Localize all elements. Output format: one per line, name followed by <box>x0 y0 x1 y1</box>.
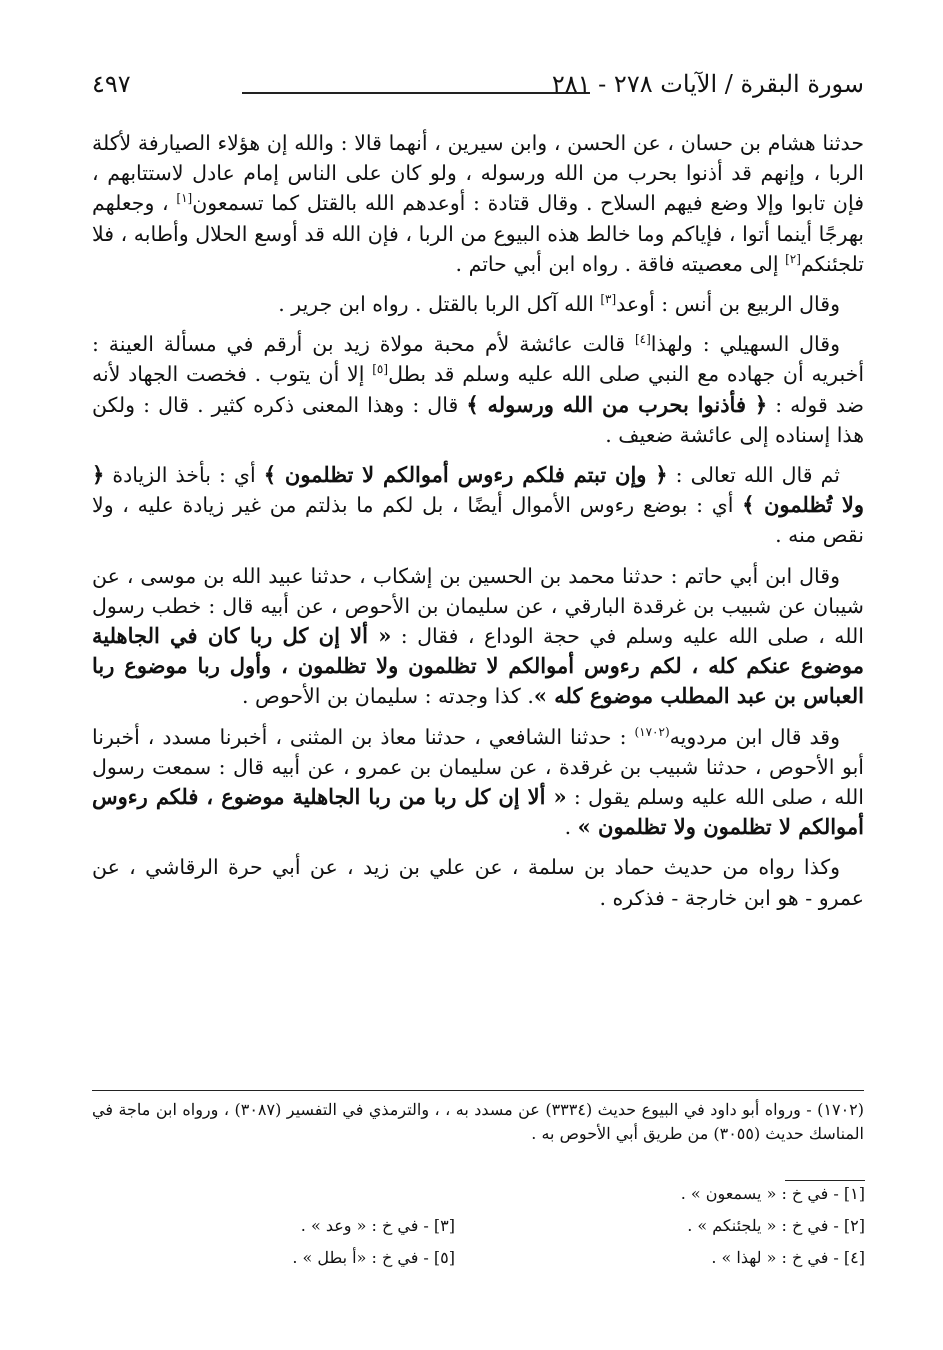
paragraph-5 <box>92 561 864 712</box>
paragraph-3 <box>92 329 864 450</box>
text: الله آكل الربا بالقتل . رواه ابن جرير . <box>278 292 601 317</box>
text: . <box>564 815 578 840</box>
page-header <box>92 64 864 104</box>
text: إلى معصيته فاقة . رواه ابن أبي حاتم . <box>455 251 786 276</box>
paragraph-2 <box>92 289 864 319</box>
paragraph-1 <box>92 128 864 279</box>
footnote-item: [٢] - في خ : « يلجئنكم » . <box>687 1216 865 1235</box>
text: وقد قال ابن مردويه <box>669 724 840 749</box>
text: قالت عائشة لأم محبة مولاة زيد بن أرقم في مسألة العينة : أخبريه أن جهاده مع النبي صلى الله عليه وسلم قد بطل <box>92 332 865 387</box>
text: أي : بأخذ الزيادة <box>104 463 264 488</box>
hadith-quote: « ألا إن كل ربا كان في الجاهلية موضوع عنكم كله ، لكم رءوس أموالكم لا تظلمون ولا تظلمون ، وأول ربا موضوع ربا العباس بن عبد المطلب موضوع كله » <box>92 623 864 709</box>
main-text <box>92 128 864 913</box>
running-title: سورة البقرة / الآيات ٢٧٨ - ٢٨١ <box>551 70 864 98</box>
text: . كذا وجدته : سليمان بن الأحوص . <box>242 684 534 709</box>
footnote-item: [٤] - في خ : « لهذا » . <box>711 1248 865 1267</box>
notes-divider <box>92 1090 864 1091</box>
quran-quote: ﴿ وإن تبتم فلكم رءوس أموالكم لا تظلمون ﴾ <box>263 462 668 488</box>
hadith-quote: « ألا إن كل ربا من ربا الجاهلية موضوع ، فلكم رءوس أموالكم لا تظلمون ولا تظلمون » <box>92 784 864 840</box>
quran-quote: ﴿ ولا تُظلمون ﴾ <box>92 462 864 518</box>
footnote-ref: [٢] <box>785 251 801 266</box>
text: ثم قال الله تعالى : <box>667 463 840 488</box>
page-number: ٤٩٧ <box>92 70 131 98</box>
footnote-item: [١] - في خ : « يسمعون » . <box>680 1184 865 1203</box>
footnote-ref: [١] <box>176 191 193 206</box>
text: : حدثنا الشافعي ، حدثنا معاذ بن المثنى ، أخبرنا مسدد ، أخبرنا أبو الأحوص ، حدثنا شبيب بن غرقدة ، عن سليمان بن عمرو ، عن أبيه قال : سمعت رسول الله ، صلى الله عليه وسلم يقول : <box>92 724 864 810</box>
text: قال : وهذا المعنى ذكره كثير . قال : ولكن هذا إسناده إلى عائشة ضعيف . <box>92 392 864 447</box>
header-rule <box>242 92 590 94</box>
text: وقال السهيلي : ولهذا <box>650 332 841 357</box>
paragraph-4 <box>92 460 864 551</box>
text: وقال ابن أبي حاتم : حدثنا محمد بن الحسين بن إشكاب ، حدثنا عبيد الله بن موسى ، عن شيبان عن شبيب بن غرقدة البارقي ، عن سليمان بن الأحوص ، عن أبيه قال : خطب رسول الله ، صلى الله عليه وسلم في حجة الوداع ، فقال : <box>92 563 864 649</box>
text: إلا أن يتوب . فخصت الجهاد لأنه ضد قوله : <box>92 362 864 417</box>
quran-quote: ﴿ فأذنوا بحرب من الله ورسوله ﴾ <box>466 391 768 417</box>
footnote-ref: [٥] <box>372 362 389 377</box>
footnote-ref: [٣] <box>600 292 617 307</box>
hadith-number-ref: (١٧٠٢) <box>634 724 670 739</box>
text: وقال الربيع بن أنس : أوعد <box>616 292 840 317</box>
text: أي : بوضع رءوس الأموال أيضًا ، بل لكم ما بذلتم من غير زيادة عليه ، ولا نقص منه . <box>92 493 864 548</box>
text: حدثنا هشام بن حسان ، عن الحسن ، وابن سيرين ، أنهما قالا : والله إن هؤلاء الصيارفة لأكلة الربا ، وإنهم قد أذنوا بحرب من الله ورسوله ، ولو كان على الناس إمام عادل لاستتابهم ، فإن تابوا وإلا وضع فيهم السلاح . وقال قتادة : أوعدهم الله بالقتل كما تسمعون <box>92 131 864 216</box>
paragraph-7 <box>92 852 864 912</box>
footnote-item: [٣] - في خ : « وعد » . <box>300 1216 455 1235</box>
footnote-ref: [٤] <box>634 332 651 347</box>
text: وكذا رواه من حديث حماد بن سلمة ، عن علي بن زيد ، عن أبي حرة الرقاشي ، عن عمرو - هو ابن خارجة - فذكره . <box>92 855 864 910</box>
text: ، وجعلهم بهرجًا أينما أتوا ، فإياكم وما خالط هذه البيوع من الربا ، فإن الله قد أوسع الحلال وأطابه ، فلا تلجئنكم <box>92 191 864 276</box>
paragraph-6 <box>92 722 864 843</box>
hadith-takhrij-note: (١٧٠٢) - ورواه أبو داود في البيوع حديث (٣٣٣٤) عن مسدد به ، ، والترمذي في التفسير (٣٠٨٧) ، ورواه ابن ماجة في المناسك حديث (٣٠٥٥) من طريق أبي الأحوص به . <box>92 1100 865 1143</box>
footnote-item: [٥] - في خ : «أ بطل » . <box>292 1248 455 1267</box>
footnotes-divider <box>785 1180 865 1181</box>
